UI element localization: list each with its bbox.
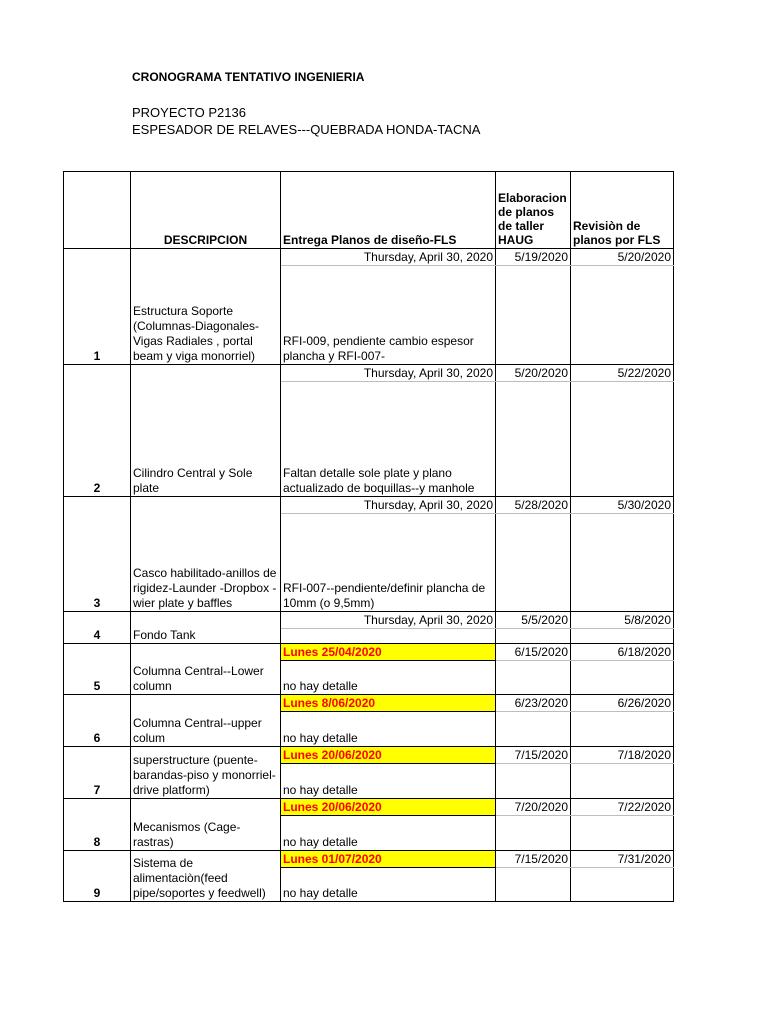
table-row — [64, 612, 674, 629]
row-number: 9 — [64, 851, 131, 902]
row-revision-empty — [571, 661, 674, 695]
row-elaboracion-empty — [496, 661, 571, 695]
row-revision-date: 5/20/2020 — [571, 249, 674, 266]
table-row — [64, 365, 674, 382]
row-revision-date: 5/8/2020 — [571, 612, 674, 629]
row-number: 6 — [64, 695, 131, 747]
row-number: 4 — [64, 612, 131, 644]
row-description: superstructure (puente-barandas-piso y monorriel-drive platform) — [131, 747, 281, 799]
row-elaboracion-empty — [496, 868, 571, 902]
row-elaboracion-empty — [496, 629, 571, 644]
row-note: RFI-007--pendiente/definir plancha de 10mm (o 9,5mm) — [281, 514, 496, 612]
row-elaboracion-empty — [496, 514, 571, 612]
row-elaboracion-empty — [496, 816, 571, 851]
row-elaboracion-empty — [496, 266, 571, 365]
row-note — [281, 629, 496, 644]
row-entrega-date: Thursday, April 30, 2020 — [281, 249, 496, 266]
row-revision-date: 5/30/2020 — [571, 497, 674, 514]
row-elaboracion-date: 6/15/2020 — [496, 644, 571, 661]
row-revision-date: 6/18/2020 — [571, 644, 674, 661]
row-revision-empty — [571, 764, 674, 799]
table-row — [64, 644, 674, 661]
row-description: Estructura Soporte (Columnas-Diagonales-Vigas Radiales , portal beam y viga monorriel) — [131, 249, 281, 365]
header-descripcion: DESCRIPCION — [131, 172, 281, 249]
row-note: no hay detalle — [281, 661, 496, 695]
header-elaboracion: Elaboracion de planos de taller HAUG — [496, 172, 571, 249]
schedule-table — [63, 171, 674, 902]
row-number: 2 — [64, 365, 131, 497]
row-revision-date: 5/22/2020 — [571, 365, 674, 382]
project-subtitle: ESPESADOR DE RELAVES---QUEBRADA HONDA-TACNA — [132, 122, 481, 137]
project-code: PROYECTO P2136 — [132, 105, 246, 120]
table-row — [64, 249, 674, 266]
row-elaboracion-empty — [496, 764, 571, 799]
row-revision-empty — [571, 868, 674, 902]
row-elaboracion-date: 7/15/2020 — [496, 747, 571, 764]
row-revision-empty — [571, 514, 674, 612]
row-number: 5 — [64, 644, 131, 695]
table-row — [64, 851, 674, 868]
row-elaboracion-date: 7/20/2020 — [496, 799, 571, 816]
row-elaboracion-date: 7/15/2020 — [496, 851, 571, 868]
row-description: Columna Central--upper colum — [131, 695, 281, 747]
row-revision-empty — [571, 629, 674, 644]
table-row — [64, 799, 674, 816]
row-entrega-date: Lunes 20/06/2020 — [281, 747, 496, 764]
row-revision-empty — [571, 266, 674, 365]
row-revision-date: 6/26/2020 — [571, 695, 674, 712]
row-revision-date: 7/31/2020 — [571, 851, 674, 868]
row-revision-empty — [571, 816, 674, 851]
row-entrega-date: Lunes 01/07/2020 — [281, 851, 496, 868]
row-number: 1 — [64, 249, 131, 365]
row-note: no hay detalle — [281, 764, 496, 799]
row-note: no hay detalle — [281, 868, 496, 902]
row-entrega-date: Lunes 8/06/2020 — [281, 695, 496, 712]
header-num — [64, 172, 131, 249]
row-description: Columna Central--Lower column — [131, 644, 281, 695]
header-revision: Revisiòn de planos por FLS — [571, 172, 674, 249]
row-description: Cilindro Central y Sole plate — [131, 365, 281, 497]
row-entrega-date: Thursday, April 30, 2020 — [281, 365, 496, 382]
row-entrega-date: Thursday, April 30, 2020 — [281, 612, 496, 629]
row-entrega-date: Lunes 20/06/2020 — [281, 799, 496, 816]
row-description: Mecanismos (Cage-rastras) — [131, 799, 281, 851]
table-row — [64, 695, 674, 712]
header-entrega: Entrega Planos de diseño-FLS — [281, 172, 496, 249]
row-elaboracion-date: 6/23/2020 — [496, 695, 571, 712]
row-number: 7 — [64, 747, 131, 799]
row-elaboracion-date: 5/19/2020 — [496, 249, 571, 266]
row-note: RFI-009, pendiente cambio espesor plancha y RFI-007- — [281, 266, 496, 365]
header-row — [64, 172, 674, 249]
row-revision-date: 7/22/2020 — [571, 799, 674, 816]
row-elaboracion-date: 5/28/2020 — [496, 497, 571, 514]
table-row — [64, 497, 674, 514]
row-note: no hay detalle — [281, 816, 496, 851]
table-row — [64, 747, 674, 764]
row-entrega-date: Thursday, April 30, 2020 — [281, 497, 496, 514]
row-elaboracion-empty — [496, 382, 571, 497]
row-elaboracion-date: 5/5/2020 — [496, 612, 571, 629]
row-number: 8 — [64, 799, 131, 851]
row-description: Sistema de alimentaciòn(feed pipe/soportes y feedwell) — [131, 851, 281, 902]
row-number: 3 — [64, 497, 131, 612]
row-revision-empty — [571, 382, 674, 497]
row-description: Casco habilitado-anillos de rigidez-Launder -Dropbox -wier plate y baffles — [131, 497, 281, 612]
row-elaboracion-empty — [496, 712, 571, 747]
row-elaboracion-date: 5/20/2020 — [496, 365, 571, 382]
row-description: Fondo Tank — [131, 612, 281, 644]
row-note: no hay detalle — [281, 712, 496, 747]
row-entrega-date: Lunes 25/04/2020 — [281, 644, 496, 661]
document-title: CRONOGRAMA TENTATIVO INGENIERIA — [132, 70, 365, 84]
row-revision-date: 7/18/2020 — [571, 747, 674, 764]
row-revision-empty — [571, 712, 674, 747]
row-note: Faltan detalle sole plate y plano actualizado de boquillas--y manhole — [281, 382, 496, 497]
